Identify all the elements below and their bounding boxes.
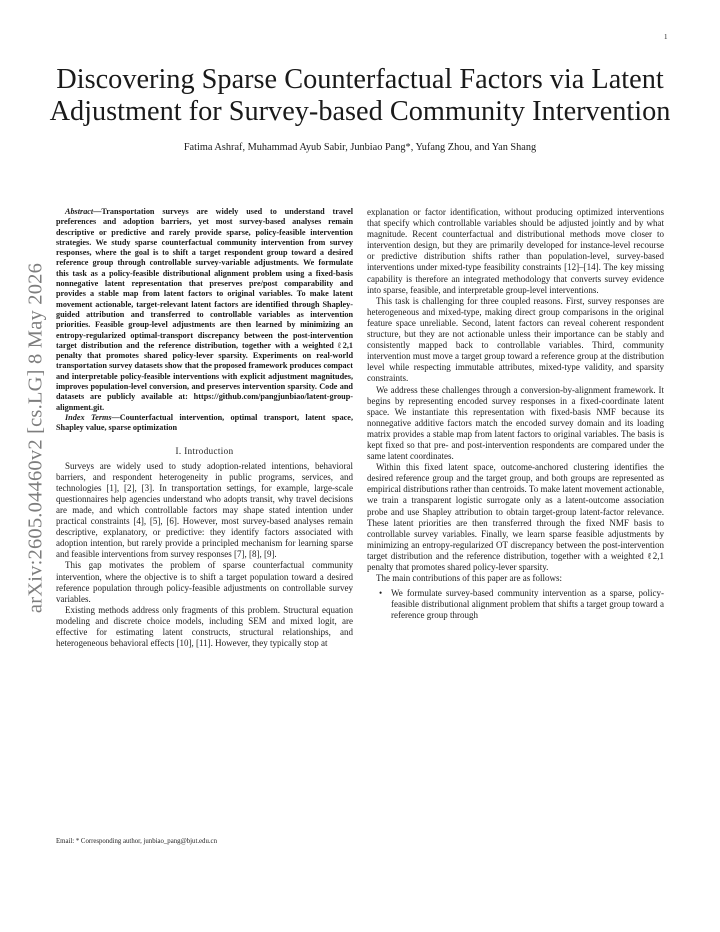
index-terms: Index Terms—Counterfactual intervention, optimal transport, latent space, Shapley value, sparse optimization <box>56 412 353 433</box>
index-terms-text: Counterfactual intervention, optimal transport, latent space, Shapley value, sparse optimization <box>56 412 353 433</box>
body-paragraph: explanation or factor identification, without producing optimized interventions that specify which controllable variables should be adjusted jointly and by what magnitude. Recent counterfactual and distributional methods move closer to intervention design, but they are primarily developed for instance-level recourse or predictive distribution shifts rather than population-level, survey-based interventions under mixed-type feasibility constraints [12]–[14]. The key missing capability is therefore an integrated methodology that converts survey evidence into sparse, feasible, and interpretable group-level interventions. <box>367 207 664 295</box>
abstract-label: Abstract <box>65 207 94 216</box>
abstract-text: Transportation surveys are widely used to understand travel preferences and adoption barriers, yet most survey-based analyses remain descriptive or predictive and rarely provide sparse, policy-feasible intervention strategies. We study sparse counterfactual community intervention from survey responses, where the goal is to shift a target respondent group toward a desired reference group through controllable survey-variable adjustments. We formulate this task as a policy-feasible distributional alignment problem using a fixed-basis nonnegative latent representation that preserves pre/post comparability and provides a stable map from latent factors to original variables. To make latent movement actionable, target-relevant latent factors are identified through Shapley-guided attribution and transferred to controllable variables as intervention priorities. Feasible group-level adjustments are then learned by minimizing an entropy-regularized optimal-transport discrepancy between the post-intervention target distribution and the reference distribution, together with a weighted ℓ2,1 penalty that promotes shared policy-lever sparsity. Experiments on real-world transportation survey datasets show that the proposed framework produces compact and interpretable policy-feasible interventions with explicit adjustment magnitudes, improves population-level conversion, and preserves intervention sparsity. Code and datasets are publicly available at: https://github.com/pangjunbiao/latent-group-alignment.git. <box>56 207 353 412</box>
page-number: 1 <box>664 33 668 41</box>
contributions-list <box>367 588 664 621</box>
arxiv-identifier-stamp: arXiv:2605.04460v2 [cs.LG] 8 May 2026 <box>24 262 47 614</box>
left-column <box>56 207 353 649</box>
body-paragraph: Surveys are widely used to study adoption-related intentions, behavioral barriers, and respondent heterogeneity in public programs, services, and technologies [1], [2], [3]. In transportation settings, for example, large-scale questionnaires help agencies understand who adopts transit, why travel decisions are made, and which controllable factors may shape stated intention under practical constraints [4], [5], [6]. However, most survey-based analyses remain descriptive, explanatory, or predictive: they identify factors associated with adoption intention, but rarely provide a principled mechanism for learning sparse and feasible interventions from survey responses [7], [8], [9]. <box>56 460 353 560</box>
body-paragraph: We address these challenges through a conversion-by-alignment framework. It begins by representing encoded survey responses in a fixed-coordinate latent space. We instantiate this representation with fixed-basis NMF because its nonnegative additive factors match the encoded survey domain and its loading matrix provides a stable map from latent factors to original variables. The basis is kept fixed so that pre- and post-intervention respondents are compared under the same latent coordinates. <box>367 384 664 462</box>
author-list: Fatima Ashraf, Muhammad Ayub Sabir, Junbiao Pang*, Yufang Zhou, and Yan Shang <box>183 142 537 153</box>
body-paragraph: The main contributions of this paper are as follows: <box>376 573 562 584</box>
body-paragraph: This gap motivates the problem of sparse counterfactual community intervention, where the objective is to shift a target population toward a desired reference population through policy-feasible adjustments on controllable survey variables. <box>56 560 353 604</box>
paper-title <box>0 64 720 128</box>
body-paragraph: This task is challenging for three coupled reasons. First, survey responses are heterogeneous and mixed-type, making direct group comparisons in the original feature space unreliable. Second, latent factors can reveal coherent respondent structure, but they are not actionable unless their importance can be stably and consistently mapped back to controllable variables. Third, community intervention must move a target group toward a reference group at the distribution level while respecting immutable attributes, mixed-type validity, and sparsity constraints. <box>367 295 664 384</box>
index-terms-label: Index Terms <box>65 412 112 422</box>
title-line-2: Adjustment for Survey-based Community Intervention <box>49 96 671 127</box>
title-line-1: Discovering Sparse Counterfactual Factors via Latent <box>56 64 664 95</box>
right-column <box>367 207 664 621</box>
corresponding-author-footnote: Email: * Corresponding author, junbiao_pang@bjut.edu.cn <box>56 838 217 845</box>
body-paragraph: Existing methods address only fragments of this problem. Structural equation modeling and discrete choice models, including SEM and mixed logit, are effective for estimating latent constructs, structural relationships, and heterogeneous behavioral effects [10], [11]. However, they typically stop at <box>56 604 353 649</box>
contribution-item: • We formulate survey-based community intervention as a sparse, policy-feasible distributional alignment problem that shifts a target group toward a reference group through <box>367 588 664 621</box>
body-paragraph: Within this fixed latent space, outcome-anchored clustering identifies the desired reference group and the target group, and both groups are represented as empirical distributions rather than centroids. To make latent movement actionable, we train a transparent logistic surrogate only as a latent-outcome association probe and use Shapley attribution to obtain target-group latent-factor relevance. These latent priorities are then transferred through the fixed NMF basis to controllable survey variables. Finally, we learn sparse feasible adjustments by minimizing an entropy-regularized OT discrepancy between the post-intervention target distribution and the reference distribution, together with a weighted ℓ2,1 penalty that promotes shared policy-lever sparsity. <box>367 462 664 572</box>
abstract: Abstract—Transportation surveys are widely used to understand travel preferences and adoption barriers, yet most survey-based analyses remain descriptive or predictive and rarely provide sparse, policy-feasible intervention strategies. We study sparse counterfactual community intervention from survey responses, where the goal is to shift a target respondent group toward a desired reference group through controllable survey-variable adjustments. We formulate this task as a policy-feasible distributional alignment problem using a fixed-basis nonnegative latent representation that preserves pre/post comparability and provides a stable map from latent factors to original variables. To make latent movement actionable, target-relevant latent factors are identified through Shapley-guided attribution and transferred to controllable variables as intervention priorities. Feasible group-level adjustments are then learned by minimizing an entropy-regularized optimal-transport discrepancy between the post-intervention target distribution and the reference distribution, together with a weighted ℓ2,1 penalty that promotes shared policy-lever sparsity. Experiments on real-world transportation survey datasets show that the proposed framework produces compact and interpretable policy-feasible interventions with explicit adjustment magnitudes, improves population-level conversion, and preserves intervention sparsity. Code and datasets are publicly available at: https://github.com/pangjunbiao/latent-group-alignment.git. <box>56 207 353 412</box>
section-heading-introduction: I. Introduction <box>175 445 234 456</box>
